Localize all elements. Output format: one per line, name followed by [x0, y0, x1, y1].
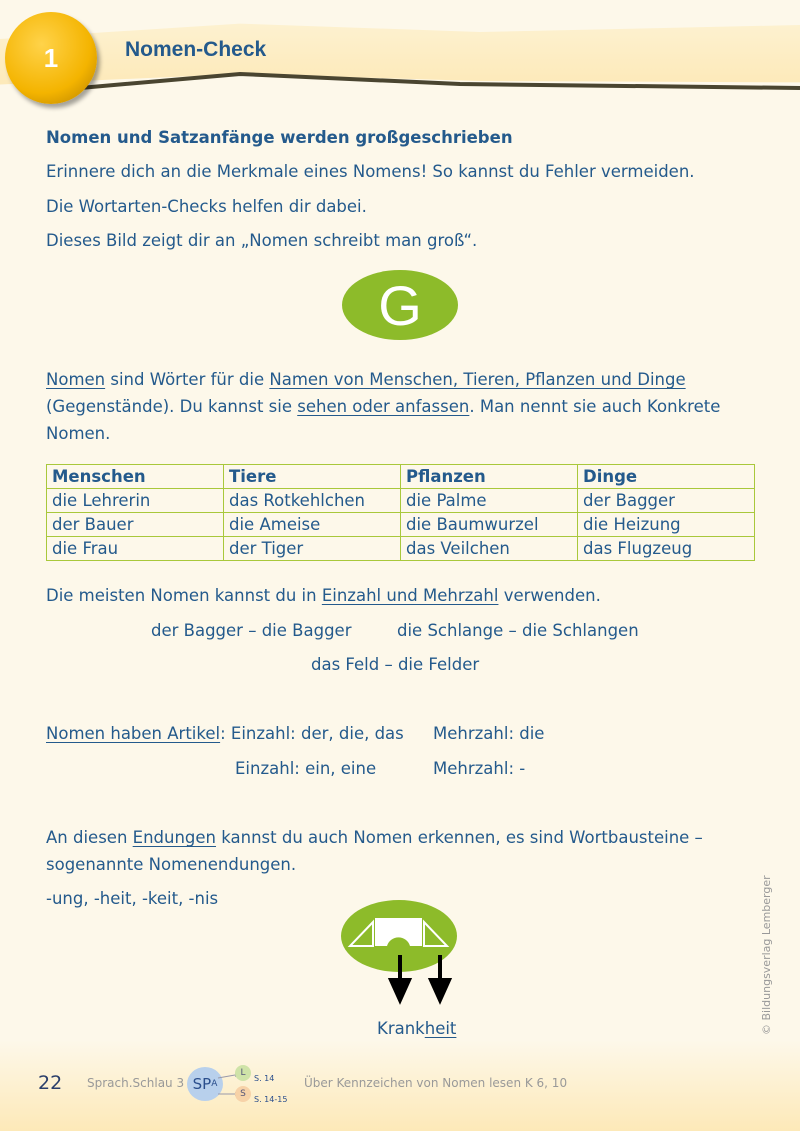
- keyword: Endungen: [132, 828, 217, 847]
- table-cell: das Flugzeug: [578, 537, 755, 561]
- page-title: Nomen-Check: [125, 38, 267, 61]
- example: das Feld – die Felder: [311, 655, 480, 674]
- page-number: 22: [38, 1072, 63, 1094]
- table-cell: die Lehrerin: [47, 489, 224, 513]
- noun-table: [46, 464, 755, 561]
- text: : Einzahl: der, die, das: [220, 724, 404, 743]
- keyword: Einzahl und Mehrzahl: [321, 586, 499, 605]
- s-reference: S. 14-15: [254, 1095, 288, 1104]
- table-row: [47, 537, 755, 561]
- sp-sub: A: [211, 1079, 218, 1089]
- keyword: Nomen haben Artikel: [46, 724, 221, 743]
- table-cell: das Rotkehlchen: [224, 489, 401, 513]
- table-cell: die Heizung: [578, 513, 755, 537]
- table-cell: der Bagger: [578, 489, 755, 513]
- text: Mehrzahl: die: [433, 724, 545, 743]
- footer-note: Über Kennzeichen von Nomen lesen K 6, 10: [304, 1076, 568, 1090]
- intro-line: Dieses Bild zeigt dir an „Nomen schreibt man groß“.: [46, 231, 478, 250]
- intro-line: Erinnere dich an die Merkmale eines Nomens! So kannst du Fehler vermeiden.: [46, 162, 695, 181]
- table-row: [47, 489, 755, 513]
- keyword: sehen oder anfassen: [297, 397, 470, 416]
- table-cell: der Tiger: [224, 537, 401, 561]
- column-header: Dinge: [578, 465, 755, 489]
- table-cell: die Palme: [401, 489, 578, 513]
- endings-list: -ung, -heit, -keit, -nis: [46, 889, 219, 908]
- l-badge: L: [235, 1065, 251, 1081]
- sp-label: SP: [192, 1075, 212, 1093]
- intro-line: Die Wortarten-Checks helfen dir dabei.: [46, 197, 367, 216]
- table-cell: die Ameise: [224, 513, 401, 537]
- column-header: Menschen: [47, 465, 224, 489]
- text: sogenannte Nomenendungen.: [46, 855, 297, 874]
- text: An diesen: [46, 828, 133, 847]
- table-cell: das Veilchen: [401, 537, 578, 561]
- table-cell: die Frau: [47, 537, 224, 561]
- book-title: Sprach.Schlau 3: [87, 1076, 185, 1090]
- chapter-badge: 1: [5, 12, 97, 104]
- section-heading: Nomen und Satzanfänge werden großgeschrieben: [46, 128, 513, 147]
- l-reference: S. 14: [254, 1074, 275, 1083]
- table-cell: der Bauer: [47, 513, 224, 537]
- example-ending: heit: [424, 1019, 457, 1038]
- table-row: [47, 513, 755, 537]
- keyword: Namen von Menschen, Tieren, Pflanzen und Dinge: [269, 370, 686, 389]
- text: verwenden.: [498, 586, 601, 605]
- text: sind Wörter für die: [105, 370, 270, 389]
- copyright: © Bildungsverlag Lemberger: [760, 875, 773, 1035]
- example: der Bagger – die Bagger: [151, 621, 352, 640]
- column-header: Pflanzen: [401, 465, 578, 489]
- text: Die meisten Nomen kannst du in: [46, 586, 322, 605]
- text: (Gegenstände). Du kannst sie: [46, 397, 298, 416]
- text: . Man nennt sie auch Konkrete: [469, 397, 721, 416]
- g-symbol-letter: G: [378, 273, 422, 337]
- column-header: Tiere: [224, 465, 401, 489]
- s-badge: S: [235, 1086, 251, 1102]
- table-cell: die Baumwurzel: [401, 513, 578, 537]
- text: kannst du auch Nomen erkennen, es sind Wortbausteine –: [216, 828, 703, 847]
- example-stem: Krank: [377, 1019, 425, 1038]
- word-ending-icon: [340, 900, 460, 1005]
- text: Nomen.: [46, 424, 111, 443]
- text: Mehrzahl: -: [433, 759, 526, 778]
- example: die Schlange – die Schlangen: [397, 621, 639, 640]
- keyword: Nomen: [46, 370, 106, 389]
- g-symbol-icon: [342, 270, 458, 340]
- text: Einzahl: ein, eine: [235, 759, 377, 778]
- table-header-row: [47, 465, 755, 489]
